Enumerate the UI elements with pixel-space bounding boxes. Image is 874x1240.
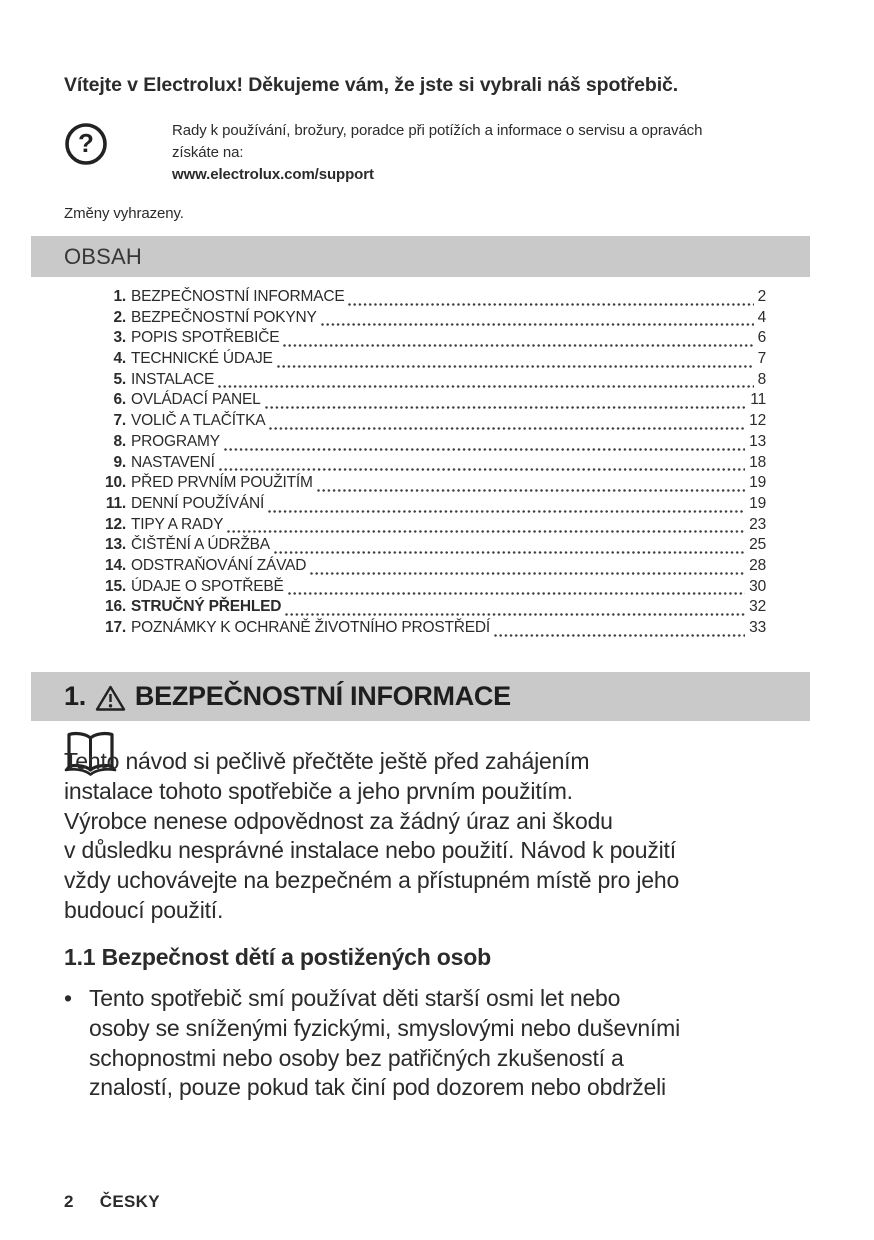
toc-entry-title: BEZPEČNOSTNÍ POKYNY [131,308,317,326]
toc-entry-page: 6 [757,329,766,347]
toc-entry-page: 25 [749,536,766,554]
bullet-line: znalostí, pouze pokud tak činí pod dozorem nebo obdrželi [89,1074,666,1101]
toc-entry-number: 15. [105,577,126,595]
toc-entry-title: PŘED PRVNÍM POUŽITÍM [131,474,313,492]
section-number: 1. [64,681,86,711]
section-intro [64,747,812,926]
bullet-line: schopnostmi nebo osoby bez patřičných zkušeností a [89,1044,624,1071]
toc-entry-number: 10. [105,474,126,492]
dot-leader [218,385,753,388]
dot-leader [277,365,754,368]
toc-entry-number: 3. [113,329,126,347]
bullet-line: Tento spotřebič smí používat děti starší osmi let nebo [89,985,621,1011]
toc-entry-title: POZNÁMKY K OCHRANĚ ŽIVOTNÍHO PROSTŘEDÍ [131,619,490,636]
toc-entry-number: 7. [113,412,126,430]
toc-entry [100,391,766,412]
intro-line: v důsledku nesprávné instalace nebo použití. Návod k použití [64,837,676,864]
toc-entry [100,598,766,619]
toc-entry-title: ODSTRAŇOVÁNÍ ZÁVAD [131,556,307,574]
intro-line: instalace tohoto spotřebiče a jeho prvním použitím. [64,777,573,804]
toc-entry [100,433,766,454]
toc-entry-title: BEZPEČNOSTNÍ INFORMACE [131,288,345,305]
bullet-marker: • [64,985,72,1011]
dot-leader [268,510,745,513]
intro-line: budoucí použití. [64,896,224,923]
question-circle-icon [64,122,108,166]
intro-line: Výrobce nenese odpovědnost za žádný úraz ani škodu [64,807,613,834]
toc-entry-title: DENNÍ POUŽÍVÁNÍ [131,494,265,512]
dot-leader [288,592,745,595]
toc-entry-number: 1. [113,288,126,305]
bullet-line: osoby se sníženými fyzickými, smyslovými nebo duševními [89,1014,681,1041]
toc-entry-number: 12. [105,515,126,533]
dot-leader [321,323,754,326]
dot-leader [310,572,745,575]
welcome-title: Vítejte v Electrolux! Děkujeme vám, že jste si vybrali náš spotřebič. [64,74,679,96]
intro-line: vždy uchovávejte na bezpečném a přístupném místě pro jeho [64,867,680,894]
table-of-contents [100,288,766,640]
toc-entry-title: ÚDAJE O SPOTŘEBĚ [131,577,284,595]
toc-header: OBSAH [64,243,143,269]
warning-triangle-icon [95,684,126,712]
toc-entry-title: STRUČNÝ PŘEHLED [131,598,282,616]
toc-entry-number: 11. [105,494,126,512]
toc-entry-title: TECHNICKÉ ÚDAJE [131,350,273,368]
dot-leader [265,406,747,409]
toc-entry-page: 19 [749,494,766,512]
section-heading-band [31,672,810,721]
toc-entry-page: 7 [757,350,766,368]
toc-entry [100,536,766,557]
toc-entry-page: 32 [749,598,766,616]
dot-leader [269,427,745,430]
changes-note: Změny vyhrazeny. [64,205,184,222]
toc-entry [100,557,766,578]
dot-leader [283,344,753,347]
subsection-title: 1.1 Bezpečnost dětí a postižených osob [64,944,491,970]
toc-entry [100,371,766,392]
toc-entry-page: 13 [749,432,766,450]
toc-entry-page: 19 [749,474,766,492]
toc-entry-page: 28 [749,556,766,574]
toc-entry-page: 8 [757,370,766,388]
dot-leader [285,613,745,616]
toc-entry-title: PROGRAMY [131,432,220,450]
toc-entry [100,309,766,330]
toc-entry-number: 6. [113,391,126,409]
toc-entry-number: 17. [105,619,126,636]
toc-entry-page: 18 [749,453,766,471]
toc-entry-title: TIPY A RADY [131,515,224,533]
support-text [172,120,702,186]
toc-entry [100,350,766,371]
footer-page-number: 2 [64,1192,74,1211]
dot-leader [494,634,745,637]
toc-header-band [31,236,810,277]
toc-entry-number: 14. [105,556,126,574]
toc-entry-number: 8. [113,432,126,450]
support-url: www.electrolux.com/support [172,166,374,183]
support-text-line2: získáte na: [172,144,244,161]
toc-entry [100,412,766,433]
toc-entry [100,474,766,495]
toc-entry-page: 23 [749,515,766,533]
toc-entry [100,495,766,516]
toc-entry-number: 4. [113,350,126,368]
toc-entry-title: ČIŠTĚNÍ A ÚDRŽBA [131,536,270,554]
toc-entry-number: 2. [113,308,126,326]
toc-entry-number: 9. [113,453,126,471]
dot-leader [219,468,745,471]
toc-entry-page: 11 [750,391,766,409]
support-text-line1: Rady k používání, brožury, poradce při potížích a informace o servisu a opravách [172,122,703,139]
bullet-text [89,984,680,1103]
dot-leader [317,489,745,492]
toc-entry-number: 16. [105,598,126,616]
toc-entry [100,578,766,599]
toc-entry-number: 13. [105,536,126,554]
toc-entry-page: 30 [749,577,766,595]
toc-entry-title: VOLIČ A TLAČÍTKA [131,412,266,430]
dot-leader [227,530,745,533]
bullet-item [64,984,824,1103]
toc-entry [100,288,766,309]
toc-entry-title: POPIS SPOTŘEBIČE [131,329,280,347]
toc-entry-title: NASTAVENÍ [131,453,215,471]
footer-language: ČESKY [99,1192,160,1211]
toc-entry [100,619,766,640]
section-title: BEZPEČNOSTNÍ INFORMACE [134,681,511,711]
toc-entry [100,516,766,537]
footer [64,1192,160,1212]
dot-leader [224,448,745,451]
dot-leader [274,551,745,554]
toc-entry-page: 33 [749,619,766,636]
toc-entry [100,329,766,350]
toc-entry-title: INSTALACE [131,370,215,388]
toc-entry-page: 2 [757,288,766,305]
toc-entry-number: 5. [113,370,126,388]
svg-text:?: ? [78,128,94,158]
toc-entry-title: OVLÁDACÍ PANEL [131,391,261,409]
toc-entry [100,454,766,475]
dot-leader [348,303,753,306]
toc-entry-page: 4 [757,308,766,326]
toc-entry-page: 12 [749,412,766,430]
intro-line: Tento návod si pečlivě přečtěte ještě před zahájením [64,748,590,774]
